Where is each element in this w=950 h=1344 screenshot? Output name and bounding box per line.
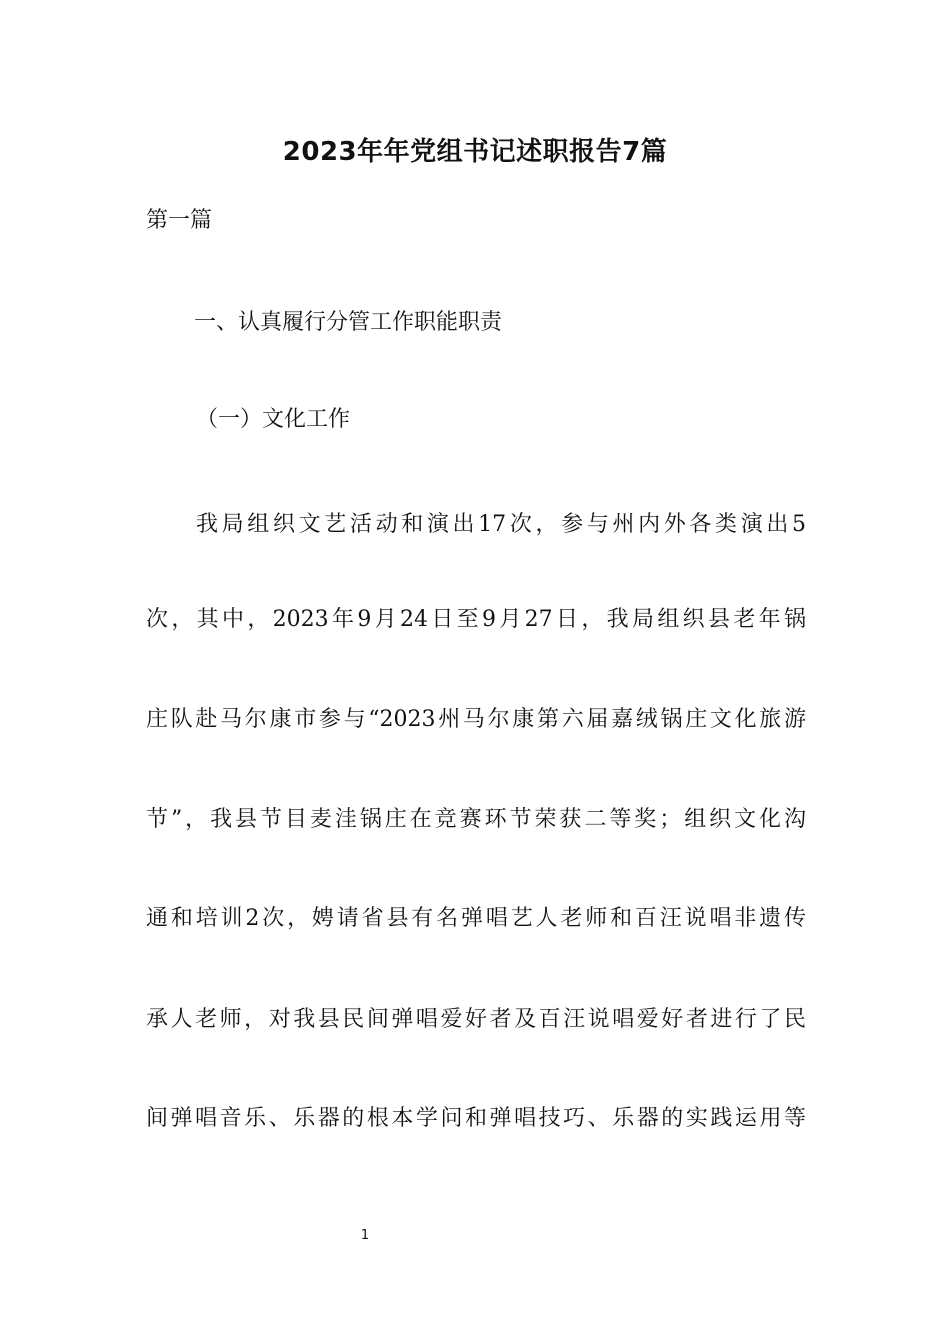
body-line-4: 节”，我县节目麦洼锅庄在竞赛环节荣获二等奖；组织文化沟 [146,807,806,832]
part-label: 第一篇 [146,208,213,233]
section-heading: 一、认真履行分管工作职能职责 [194,310,503,335]
body-line-1: 我局组织文艺活动和演出17次，参与州内外各类演出5 [196,512,806,537]
body-line-6: 承人老师，对我县民间弹唱爱好者及百汪说唱爱好者进行了民 [146,1007,806,1032]
subsection-heading: （一）文化工作 [196,407,351,432]
body-line-2: 次，其中，2023年9月24日至9月27日，我局组织县老年锅 [146,607,806,632]
document-title: 2023年年党组书记述职报告7篇 [282,137,668,167]
body-line-5: 通和培训2次，娉请省县有名弹唱艺人老师和百汪说唱非遗传 [146,906,806,931]
page-number: 1 [360,1228,370,1243]
body-line-7: 间弹唱音乐、乐器的根本学问和弹唱技巧、乐器的实践运用等 [146,1106,806,1131]
body-line-3: 庄队赴马尔康市参与“2023州马尔康第六届嘉绒锅庄文化旅游 [146,707,806,732]
